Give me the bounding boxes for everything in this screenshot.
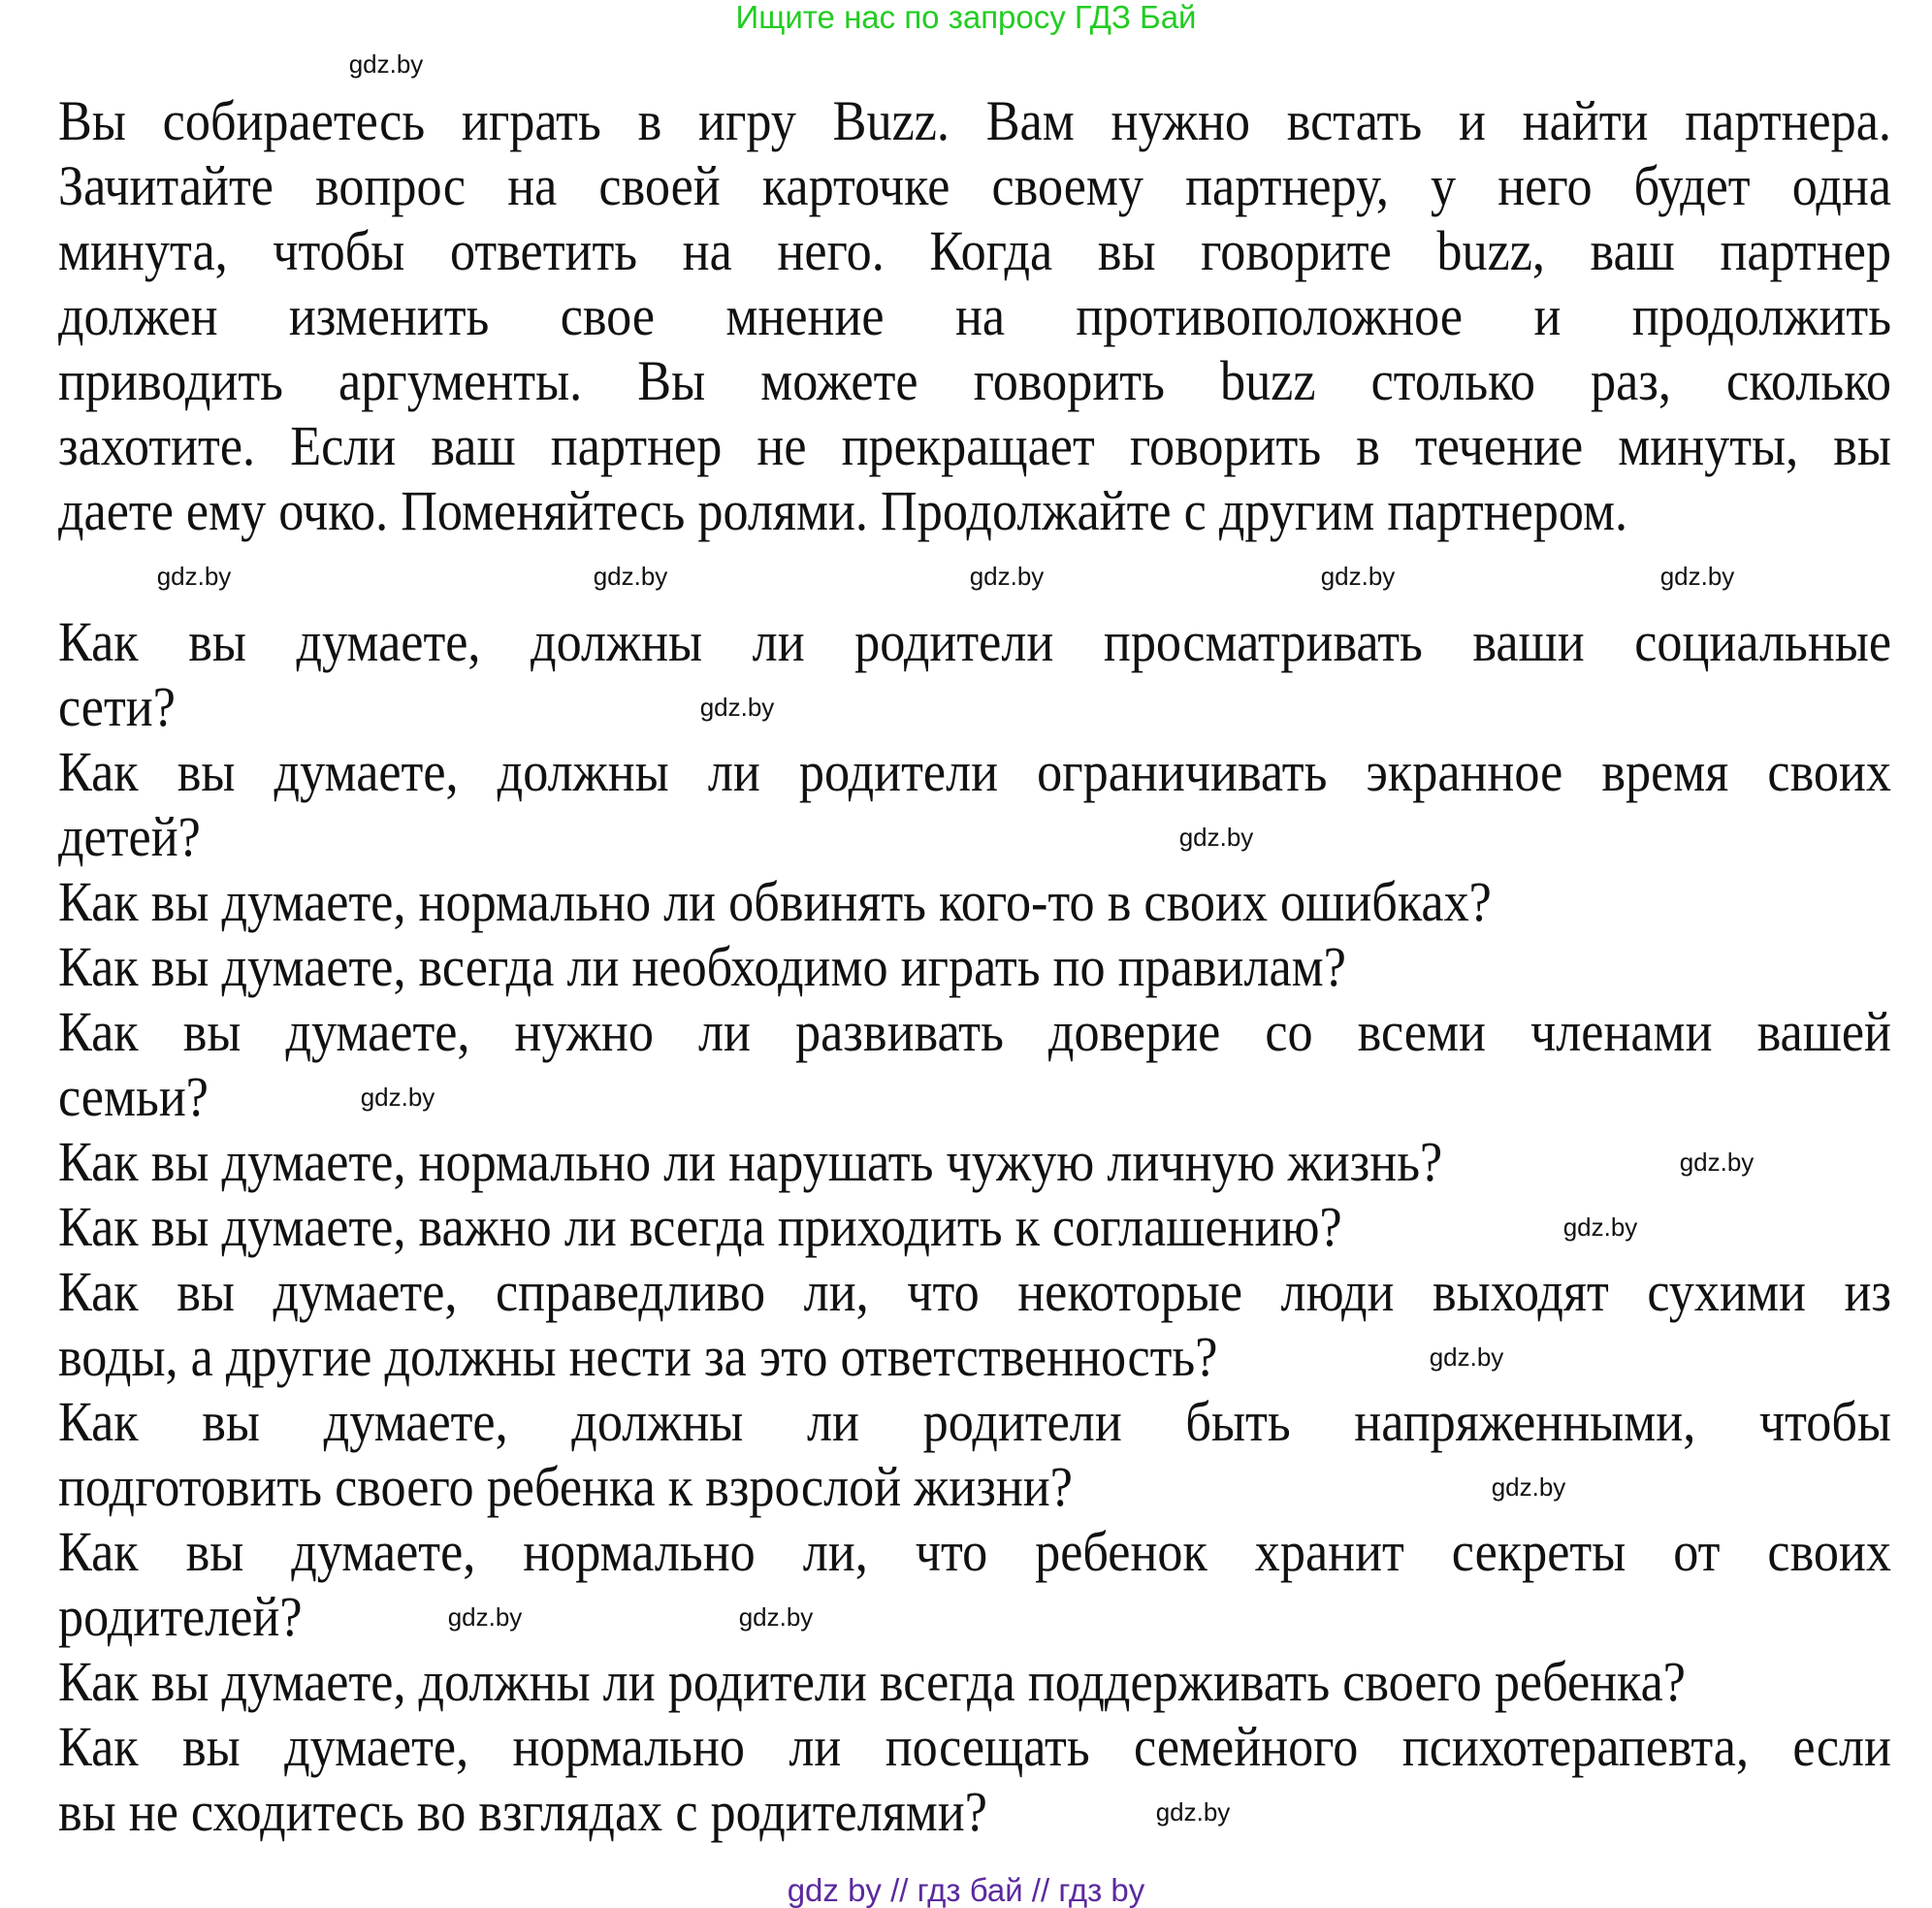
gdz-watermark: gdz.by (969, 562, 1045, 591)
text-line: Как вы думаете, нормально ли нарушать чужую личную жизнь? (58, 1130, 1443, 1193)
text-line: Как вы думаете, должны ли родители быть напряженными, чтобы (58, 1390, 1891, 1453)
question-item (58, 999, 1891, 1129)
text-line: приводить аргументы. Вы можете говорить buzz столько раз, сколько (58, 349, 1891, 412)
question-item (58, 1714, 1891, 1844)
text-line: Как вы думаете, важно ли всегда приходить к соглашению? (58, 1195, 1342, 1258)
question-item (58, 1519, 1891, 1649)
question-item (58, 1649, 1891, 1714)
gdz-watermark: gdz.by (1155, 1796, 1231, 1827)
question-item (58, 934, 1891, 999)
text-line: родителей? (58, 1585, 303, 1648)
text-line: Как вы думаете, нормально ли посещать семейного психотерапевта, если (58, 1715, 1891, 1778)
text-line: должен изменить свое мнение на противоположное и продолжить (58, 284, 1891, 347)
gdz-watermark: gdz.by (360, 1082, 435, 1112)
gdz-watermark: gdz.by (348, 49, 424, 79)
gdz-watermark: gdz.by (156, 562, 232, 591)
question-item (58, 1389, 1891, 1519)
question-item (58, 1259, 1891, 1389)
question-item (58, 609, 1891, 739)
text-line: Вы собираетесь играть в игру Buzz. Вам нужно встать и найти партнера. (58, 89, 1891, 152)
gdz-watermark: gdz.by (1320, 562, 1396, 591)
search-hint-banner: Ищите нас по запросу ГДЗ Бай (735, 0, 1197, 35)
text-line: Как вы думаете, должны ли родители всегда поддерживать своего ребенка? (58, 1650, 1686, 1713)
gdz-watermark: gdz.by (1178, 822, 1254, 852)
gdz-watermark: gdz.by (699, 692, 775, 722)
text-line: Зачитайте вопрос на своей карточке своему партнеру, у него будет одна (58, 154, 1891, 217)
gdz-watermark: gdz.by (447, 1601, 523, 1632)
gdz-watermark: gdz.by (1659, 562, 1735, 591)
text-line: захотите. Если ваш партнер не прекращает говорить в течение минуты, вы (58, 414, 1891, 477)
text-line: минута, чтобы ответить на него. Когда вы говорите buzz, ваш партнер (58, 219, 1891, 282)
question-item (58, 869, 1891, 934)
gdz-watermark: gdz.by (1679, 1147, 1755, 1177)
footer-watermark: gdz by // гдз бай // гдз by (787, 1872, 1145, 1908)
text-line: Как вы думаете, всегда ли необходимо играть по правилам? (58, 935, 1346, 998)
text-line: Как вы думаете, нормально ли обвинять кого-то в своих ошибках? (58, 870, 1492, 933)
text-line: детей? (58, 805, 201, 868)
text-line: даете ему очко. Поменяйтесь ролями. Продолжайте с другим партнером. (58, 479, 1628, 542)
gdz-watermark: gdz.by (593, 562, 668, 591)
text-line: Как вы думаете, справедливо ли, что некоторые люди выходят сухими из (58, 1260, 1891, 1323)
text-line: вы не сходитесь во взглядах с родителями? (58, 1780, 987, 1843)
game-instructions (58, 88, 1891, 543)
text-line: воды, а другие должны нести за это ответственность? (58, 1325, 1218, 1388)
question-item (58, 739, 1891, 869)
gdz-watermark: gdz.by (738, 1601, 814, 1632)
text-line: Как вы думаете, должны ли родители просматривать ваши социальные (58, 610, 1891, 673)
text-line: подготовить своего ребенка к взрослой жизни? (58, 1455, 1073, 1518)
text-line: Как вы думаете, должны ли родители ограничивать экранное время своих (58, 740, 1891, 803)
question-item (58, 1129, 1891, 1194)
gdz-watermark: gdz.by (1562, 1212, 1638, 1242)
text-line: сети? (58, 675, 176, 738)
text-line: семьи? (58, 1065, 209, 1128)
gdz-watermark: gdz.by (1491, 1471, 1566, 1502)
text-line: Как вы думаете, нужно ли развивать доверие со всеми членами вашей (58, 1000, 1891, 1063)
gdz-watermark: gdz.by (1429, 1342, 1504, 1372)
text-line: Как вы думаете, нормально ли, что ребенок хранит секреты от своих (58, 1520, 1891, 1583)
